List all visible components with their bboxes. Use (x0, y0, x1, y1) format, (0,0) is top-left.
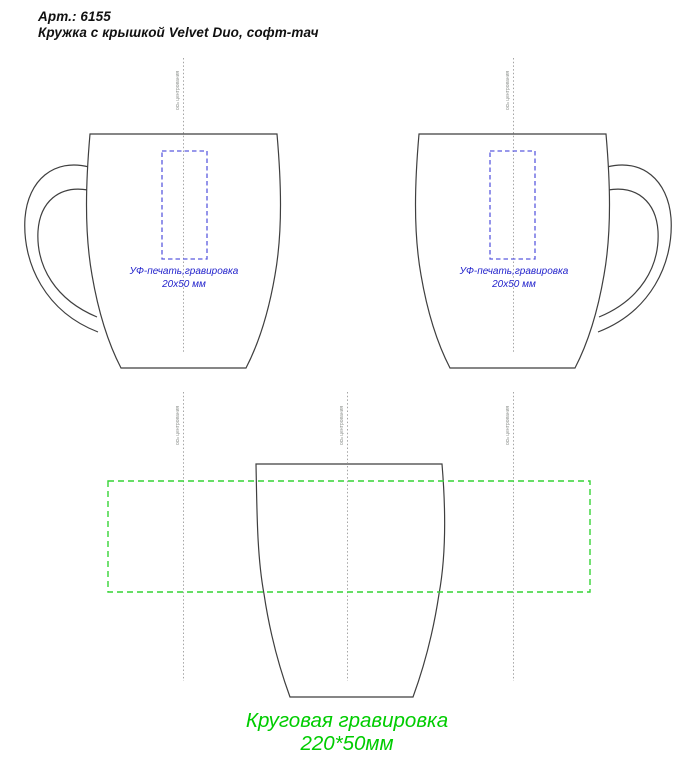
product-name: Кружка с крышкой Velvet Duo, софт-тач (38, 25, 319, 40)
mug-wrap-view (256, 464, 445, 697)
axis-caption-wrap-middle: ось центрования (339, 405, 345, 445)
engraving-label-line1: Круговая гравировка (245, 709, 449, 732)
mug-back-body-outline (416, 134, 610, 368)
print-area-label-back-line1: УФ-печать,гравировка (459, 266, 569, 277)
mug-back-view (416, 134, 672, 368)
print-area-label-front-line2: 20x50 мм (162, 278, 206, 290)
article-number: Арт.: 6155 (38, 9, 111, 24)
print-area-label-front-line1: УФ-печать,гравировка (129, 266, 239, 277)
print-area-label-back-line2: 20x50 мм (492, 278, 536, 290)
print-area-label-front (104, 266, 264, 291)
axis-caption-wrap-left: ось центрования (175, 405, 181, 445)
engraving-label (197, 709, 497, 755)
mug-wrap-body-outline (256, 464, 445, 697)
engraving-label-line2: 220*50мм (300, 732, 394, 755)
mug-front-view (25, 134, 281, 368)
axis-caption-front: ось центрования (175, 70, 181, 110)
print-area-label-back (434, 266, 594, 291)
axis-caption-back: ось центрования (505, 70, 511, 110)
axis-caption-wrap-right: ось центрования (505, 405, 511, 445)
